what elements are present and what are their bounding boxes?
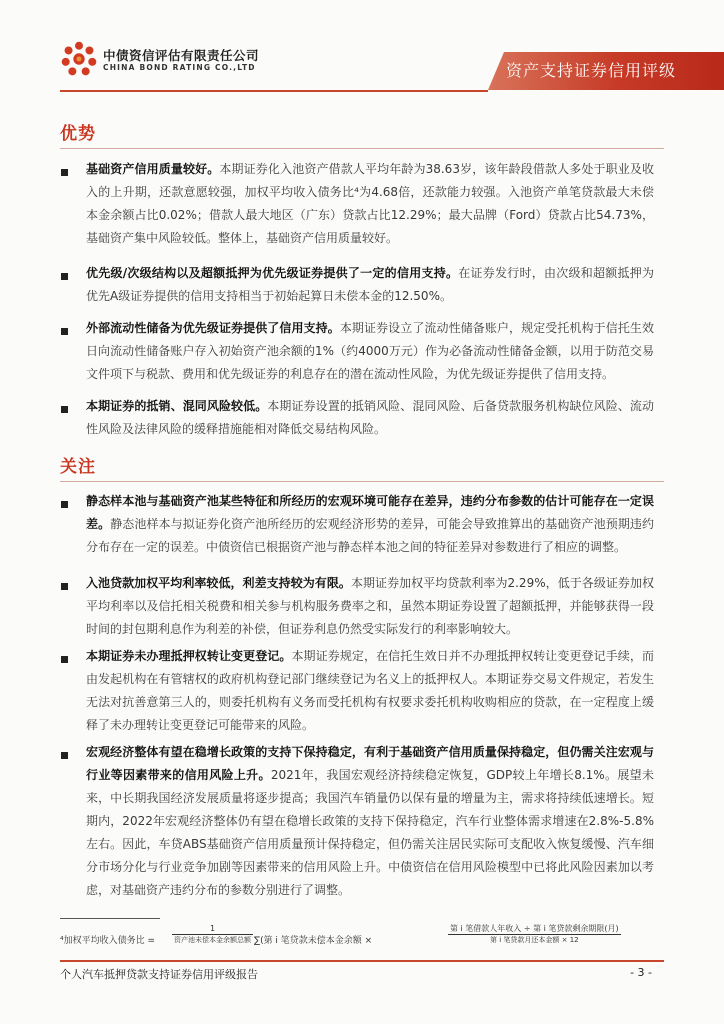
footer-divider xyxy=(60,960,664,962)
footnote-rule xyxy=(60,918,160,919)
company-name-en: CHINA BOND RATING CO.,LTD xyxy=(103,63,256,72)
footnote-ratio-numerator: 第 i 笔借款人年收入 ÷ 第 i 笔贷款剩余期限(月) xyxy=(450,924,619,933)
bullet-icon xyxy=(61,501,68,508)
header-divider xyxy=(60,90,488,92)
strength-item-1-heading: 基础资产信用质量较好。 xyxy=(86,162,220,176)
concern-item-1-body: 静态池样本与拟证券化资产池所经历的宏观经济形势的差异，可能会导致推算出的基础资产池预期违约分布存在一定的误差。中债资信已根据资产池与静态样本池之间的特征差异对参数进行了相应的调整。 xyxy=(86,517,654,554)
footnote-coefficient-numerator: 1 xyxy=(172,924,253,935)
footnote-coefficient-denominator: 资产池未偿本金余额总额 xyxy=(174,936,251,944)
bullet-icon xyxy=(61,328,68,335)
header-banner-title: 资产支持证券信用评级 xyxy=(506,61,677,80)
concerns-title: 关注 xyxy=(60,457,96,477)
concern-item-3-heading: 本期证券未办理抵押权转让变更登记。 xyxy=(86,649,292,663)
strength-item-3 xyxy=(86,317,654,386)
strength-item-2-heading: 优先级/次级结构以及超额抵押为优先级证券提供了一定的信用支持。 xyxy=(86,266,459,280)
concern-item-4-body: 2021年，我国宏观经济持续稳定恢复，GDP较上年增长8.1%。展望未来，中长期我国经济发展质量将逐步提高；我国汽车销量仍以保有量的增量为主，需求将持续低速增长。短期内，2022年宏观经济整体仍有望在稳增长政策的支持下保持稳定，汽车行业整体需求增速在2.8%-5.8%左右。因此，车贷ABS基础资产信用质量预计保持稳定，但仍需关注居民实际可支配收入恢复缓慢、汽车细分市场分化与行业竞争加剧等因素带来的信用风险上升。中债资信在信用风险模型中已将此风险因素加以考虑，对基础资产违约分布的参数分别进行了调整。 xyxy=(86,768,654,897)
concern-item-1-heading: 静态样本池与基础资产池某些特征和所经历的宏观环境可能存在差异，违约分布参数的估计可能存在一定误差。 xyxy=(86,494,654,531)
concerns-rule xyxy=(60,481,664,482)
footnote-label: ⁴加权平均收入债务比 = xyxy=(60,936,156,946)
bullet-icon xyxy=(61,583,68,590)
strength-item-3-heading: 外部流动性储备为优先级证券提供了信用支持。 xyxy=(86,321,340,335)
concern-item-4 xyxy=(86,741,654,902)
concern-item-2-body: 本期证券加权平均贷款利率为2.29%，低于各级证券加权平均利率以及信托相关税费和相关参与机构服务费率之和，虽然本期证券设置了超额抵押，并能够获得一段时间的封包期利息作为利差的补偿，但证券利息仍然受实际发行的利率影响较大。 xyxy=(86,576,654,636)
strength-item-4-heading: 本期证券的抵销、混同风险较低。 xyxy=(86,399,268,413)
footer-page-number: - 3 - xyxy=(630,966,652,979)
footnote-formula xyxy=(60,924,664,954)
strength-item-2-body: 在证券发行时，由次级和超额抵押为优先A级证券提供的信用支持相当于初始起算日未偿本金的12.50%。 xyxy=(86,266,654,303)
bullet-icon xyxy=(61,752,68,759)
bullet-icon xyxy=(61,656,68,663)
strength-item-1-body: 本期证券化入池资产借款人平均年龄为38.63岁，该年龄段借款人多处于职业及收入的上升期，还款意愿较强，加权平均收入债务比⁴为4.68倍，还款能力较强。入池资产单笔贷款最大未偿本金余额占比0.02%；借款人最大地区（广东）贷款占比12.29%；最大品牌（Ford）贷款占比54.73%，基础资产集中风险较低。整体上，基础资产信用质量较好。 xyxy=(86,162,654,245)
company-logo-icon xyxy=(60,40,98,78)
concern-item-1 xyxy=(86,490,654,559)
strength-item-3-body: 本期证券设立了流动性储备账户，规定受托机构于信托生效日向流动性储备账户存入初始资产池余额的1%（约4000万元）作为必备流动性储备金额，以用于防范交易文件项下与税款、费用和优先级证券的利息存在的潜在流动性风险，为优先级证券提供了信用支持。 xyxy=(86,321,654,381)
concern-item-2 xyxy=(86,572,654,641)
concern-item-3-body: 本期证券规定，在信托生效日并不办理抵押权转让变更登记手续，而由发起机构在有管辖权的政府机构登记部门继续登记为名义上的抵押权人。本期证券交易文件规定，若发生无法对抗善意第三人的，则委托机构有义务而受托机构有权要求委托机构收购相应的贷款，在一定程度上缓释了未办理转让变更登记可能带来的风险。 xyxy=(86,649,654,732)
strength-item-2 xyxy=(86,262,654,308)
company-name-cn: 中债资信评估有限责任公司 xyxy=(103,48,260,63)
bullet-icon xyxy=(61,169,68,176)
footnote-ratio-denominator: 第 i 笔贷款月还本金额 × 12 xyxy=(490,936,579,944)
footnote-coefficient xyxy=(172,924,253,945)
bullet-icon xyxy=(61,406,68,413)
concern-item-2-heading: 入池贷款加权平均利率较低，利差支持较为有限。 xyxy=(86,576,351,590)
concern-item-4-heading: 宏观经济整体有望在稳增长政策的支持下保持稳定，有利于基础资产信用质量保持稳定，但仍需关注宏观与行业等因素带来的信用风险上升。 xyxy=(86,745,654,782)
strength-item-4-body: 本期证券设置的抵销风险、混同风险、后备贷款服务机构缺位风险、流动性风险及法律风险的缓释措施能相对降低交易结构风险。 xyxy=(86,399,654,436)
bullet-icon xyxy=(61,273,68,280)
strength-item-4 xyxy=(86,395,654,441)
strength-item-1 xyxy=(86,158,654,250)
company-name xyxy=(103,48,259,73)
strengths-title: 优势 xyxy=(60,124,96,144)
page-header xyxy=(0,0,724,100)
footnote-sum-term: ∑(第 i 笔贷款未偿本金余额 × xyxy=(254,936,373,946)
footnote-ratio xyxy=(448,924,621,945)
footer-report-title: 个人汽车抵押贷款支持证券信用评级报告 xyxy=(60,968,258,981)
strengths-rule xyxy=(60,148,664,149)
concern-item-3 xyxy=(86,645,654,737)
